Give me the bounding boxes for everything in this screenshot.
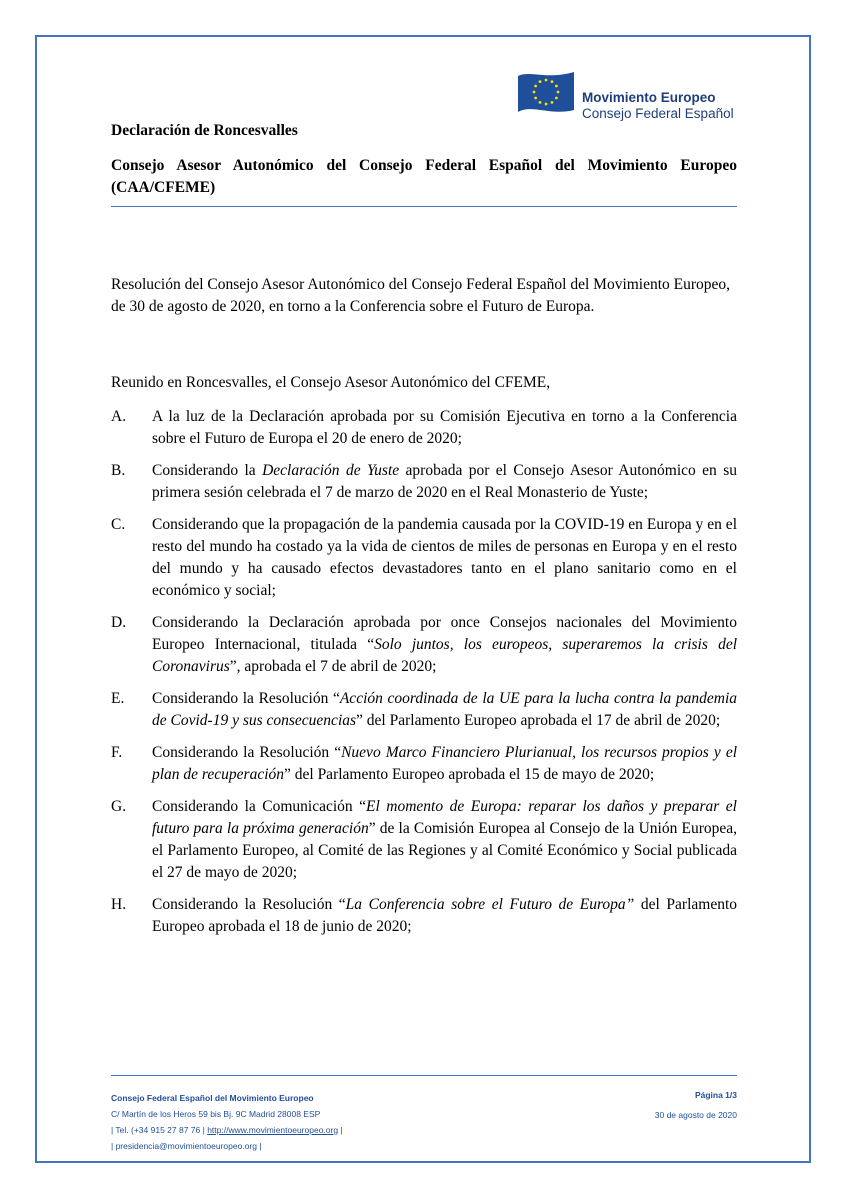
footer-address: C/ Martín de los Heros 59 bis Bj. 9C Madrid 28008 ESP: [111, 1109, 321, 1119]
item-letter: E.: [111, 690, 125, 707]
item-text: Considerando la Declaración aprobada por once Consejos nacionales del Movimiento Europeo Internacional, titulada “Solo juntos, los europeos, superaremos la crisis del Coronavirus”, aprobada el 7 de abril de 2020;: [152, 614, 738, 675]
star-icon: [555, 97, 558, 100]
star-icon: [557, 91, 560, 94]
item-letter: G.: [111, 798, 127, 815]
footer-divider: [111, 1075, 737, 1076]
item-letter: D.: [111, 614, 127, 631]
item-text: Considerando la Resolución “Nuevo Marco Financiero Plurianual, los recursos propios y el plan de recuperación” del Parlamento Europeo aprobada el 15 de mayo de 2020;: [152, 744, 738, 783]
list-item: [111, 688, 737, 732]
list-item: [111, 514, 737, 602]
considerations-list: [111, 406, 737, 948]
star-icon: [539, 101, 542, 104]
document-subtitle: Consejo Asesor Autonómico del Consejo Federal Español del Movimiento Europeo (CAA/CFEME): [111, 157, 737, 196]
star-icon: [545, 79, 548, 82]
star-icon: [551, 80, 554, 83]
footer-tel: | Tel. (+34 915 27 87 76 |: [111, 1125, 205, 1135]
footer-contact: [111, 1090, 343, 1154]
item-text: Considerando que la propagación de la pandemia causada por la COVID-19 en Europa y en el resto del mundo ha costado ya la vida de cientos de miles de personas en Europa y en el resto del mundo y ha causado efectos devastadores tanto en el plano sanitario como en el económico y social;: [152, 516, 737, 599]
header-divider: [111, 206, 737, 207]
website-link[interactable]: http://www.movimientoeuropeo.org: [207, 1125, 339, 1135]
star-icon: [551, 101, 554, 104]
document-title: Declaración de Roncesvalles: [111, 122, 298, 139]
item-text: A la luz de la Declaración aprobada por su Comisión Ejecutiva en torno a la Conferencia sobre el Futuro de Europa el 20 de enero de 2020;: [152, 408, 737, 447]
item-letter: C.: [111, 516, 126, 533]
item-letter: B.: [111, 462, 126, 479]
list-item: [111, 406, 737, 450]
footer-email[interactable]: | presidencia@movimientoeuropeo.org |: [111, 1141, 262, 1151]
star-icon: [539, 80, 542, 83]
item-letter: F.: [111, 744, 123, 761]
list-item: [111, 796, 737, 884]
list-item: [111, 742, 737, 786]
eu-flag-icon: [516, 70, 576, 116]
footer-org: Consejo Federal Español del Movimiento Europeo: [111, 1093, 314, 1103]
intro-paragraph: Resolución del Consejo Asesor Autonómico del Consejo Federal Español del Movimiento Europeo, de 30 de agosto de 2020, en torno a la Conferencia sobre el Futuro de Europa.: [111, 276, 731, 315]
lead-paragraph: Reunido en Roncesvalles, el Consejo Asesor Autonómico del CFEME,: [111, 374, 551, 391]
page-number: Página 1/3: [694, 1090, 737, 1100]
item-text: Considerando la Resolución “La Conferencia sobre el Futuro de Europa” del Parlamento Europeo aprobada el 18 de junio de 2020;: [152, 896, 738, 935]
footer-meta: [655, 1090, 737, 1120]
footer-date: 30 de agosto de 2020: [654, 1110, 737, 1120]
star-icon: [555, 85, 558, 88]
star-icon: [534, 97, 537, 100]
footer-tel-web: | Tel. (+34 915 27 87 76 | http://www.movimientoeuropeo.org |: [111, 1125, 343, 1135]
list-item: [111, 460, 737, 504]
item-text: Considerando la Declaración de Yuste aprobada por el Consejo Asesor Autonómico en su primera sesión celebrada el 7 de marzo de 2020 en el Real Monasterio de Yuste;: [152, 462, 737, 501]
item-text: Considerando la Comunicación “El momento de Europa: reparar los daños y preparar el futuro para la próxima generación” de la Comisión Europea al Consejo de la Unión Europea, el Parlamento Europeo, al Comité de las Regiones y al Comité Económico y Social publicada el 27 de mayo de 2020;: [152, 798, 738, 881]
star-icon: [533, 91, 536, 94]
logo: [516, 70, 742, 126]
item-letter: A.: [111, 408, 127, 425]
star-icon: [534, 85, 537, 88]
star-icon: [545, 103, 548, 106]
logo-subtitle: Consejo Federal Español: [582, 106, 734, 121]
list-item: [111, 612, 737, 678]
item-letter: H.: [111, 896, 127, 913]
list-item: [111, 894, 737, 938]
item-text: Considerando la Resolución “Acción coordinada de la UE para la lucha contra la pandemia de Covid-19 y sus consecuencias” del Parlamento Europeo aprobada el 17 de abril de 2020;: [152, 690, 738, 729]
logo-name: Movimiento Europeo: [582, 90, 716, 105]
